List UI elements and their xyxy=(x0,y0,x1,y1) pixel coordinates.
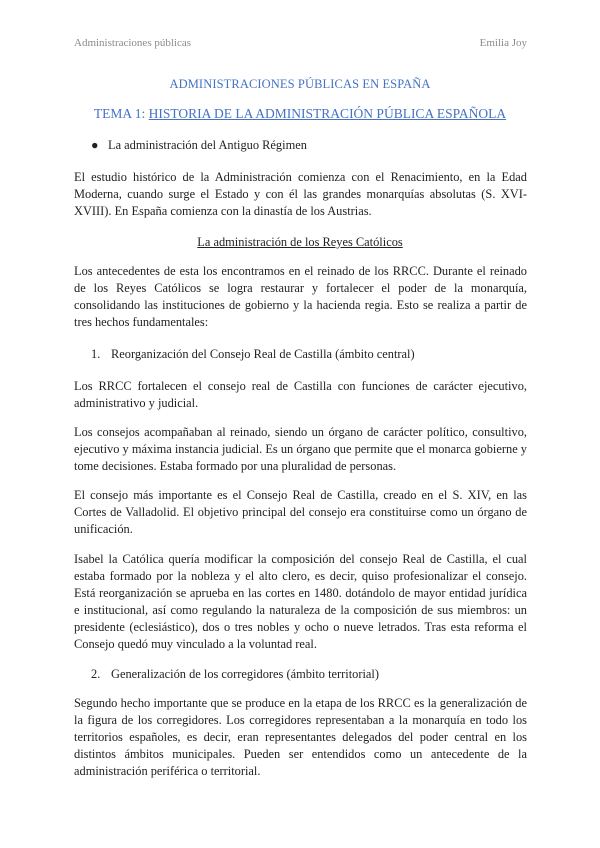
numbered-item-1 xyxy=(91,346,415,363)
numbered-item-number: 2. xyxy=(91,667,101,681)
numbered-item-2 xyxy=(91,666,379,683)
paragraph-consejos: Los consejos acompañaban al reinado, siendo un órgano de carácter político, consultivo, ejecutivo y máxima instancia judicial. Es un órgano que permite que el monarca gobierne y tome decisiones. Estaba formado por una pluralidad de personas. xyxy=(74,425,527,474)
numbered-item-text: Reorganización del Consejo Real de Castilla (ámbito central) xyxy=(111,347,415,361)
paragraph-intro: El estudio histórico de la Administración comienza con el Renacimiento, en la Edad Moderna, cuando surge el Estado y con él las grandes monarquías absolutas (S. XVI-XVIII). En España comienza con la dinastía de los Austrias. xyxy=(74,170,527,219)
paragraph-consejo-real: Los RRCC fortalecen el consejo real de Castilla con funciones de carácter ejecutivo, administrativo y judicial. xyxy=(74,379,527,411)
header-left: Administraciones públicas xyxy=(74,37,192,49)
tema-heading xyxy=(0,106,600,122)
paragraph-antecedentes: Los antecedentes de esta los encontramos en el reinado de los RRCC. Durante el reinado de los Reyes Católicos se logra restaurar y fortalecer el poder de la monarquía, consolidando las instituciones de gobierno y la hacienda regia. Esto se realiza a partir de tres hechos fundamentales: xyxy=(74,264,527,330)
bullet-text: La administración del Antiguo Régimen xyxy=(108,138,307,152)
document-title: ADMINISTRACIONES PÚBLICAS EN ESPAÑA xyxy=(169,77,431,91)
paragraph-consejo-importante: El consejo más importante es el Consejo Real de Castilla, creado en el S. XIV, en las Cortes de Valladolid. El objetivo principal del consejo era constituirse como un órgano de unificación. xyxy=(74,488,527,537)
numbered-item-text: Generalización de los corregidores (ámbito territorial) xyxy=(111,667,380,681)
paragraph-corregidores: Segundo hecho importante que se produce en la etapa de los RRCC es la generalización de la figura de los corregidores. Los corregidores representaban a la monarquía en todo los territorios españoles, es decir, eran representantes delegados del poder central en los distintos ámbitos municipales. Pueden ser entendidos como un antecedente de la administración periférica o territorial. xyxy=(74,696,527,779)
numbered-item-number: 1. xyxy=(91,347,101,361)
header-right: Emilia Joy xyxy=(479,37,527,49)
tema-prefix: TEMA 1: xyxy=(93,106,149,121)
paragraph-isabel: Isabel la Católica quería modificar la composición del consejo Real de Castilla, el cual estaba formado por la nobleza y el alto clero, es decir, quiso profesionalizar el consejo. Está reorganización se aprueba en las cortes en 1480. dotándolo de mayor entidad jurídica e institucional, así como regulando la naturaleza de la composición de sus miembros: un presidente (eclesiástico), dos o tres nobles y ocho o nueve letrados. Tras esta reforma el Consejo quedó muy vinculado a la voluntad real. xyxy=(74,552,527,652)
section-subheading: La administración de los Reyes Católicos xyxy=(197,235,403,249)
tema-title: HISTORIA DE LA ADMINISTRACIÓN PÚBLICA ESPAÑOLA xyxy=(148,106,507,121)
bullet-item xyxy=(91,137,307,154)
bullet-icon: ● xyxy=(91,138,99,152)
